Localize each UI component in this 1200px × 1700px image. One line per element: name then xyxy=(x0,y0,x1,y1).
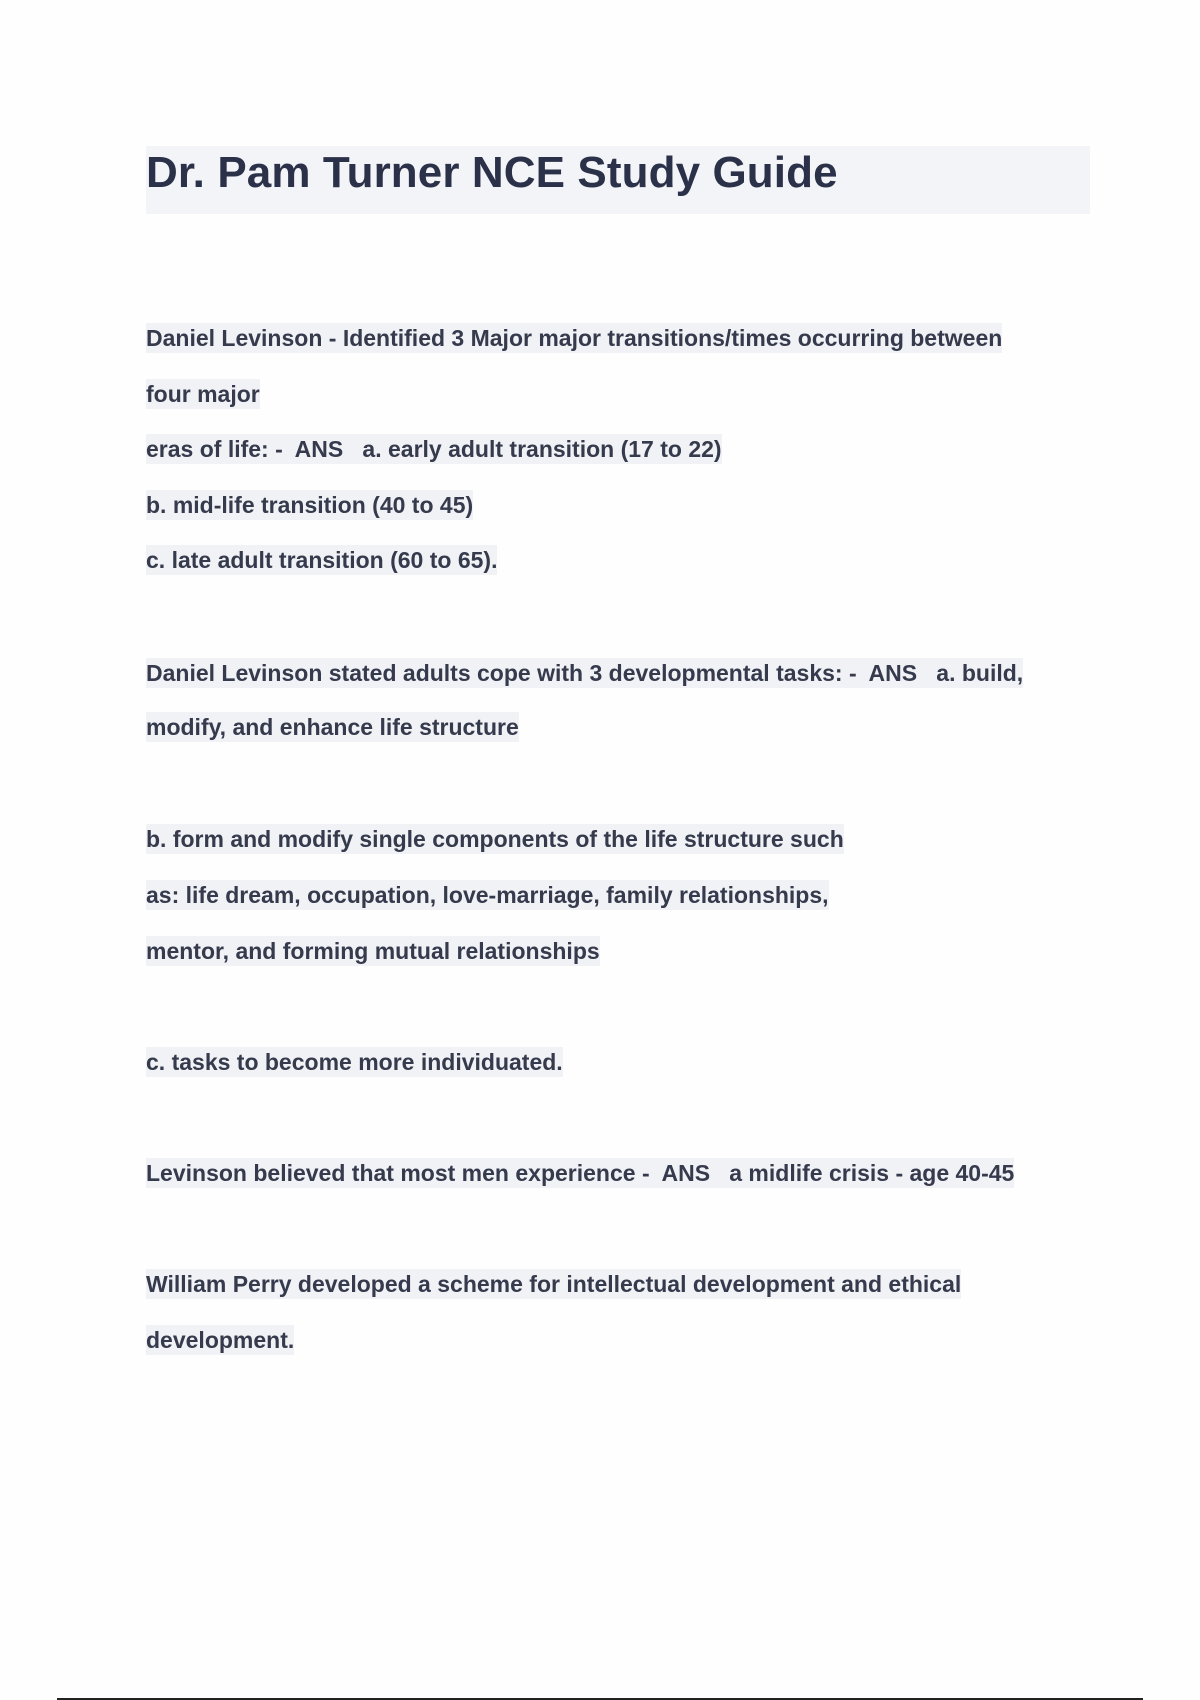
text-line-content: eras of life: - ANS a. early adult transition (17 to 22) xyxy=(146,436,722,462)
text-line xyxy=(146,434,722,464)
text-line xyxy=(146,712,519,742)
text-line xyxy=(146,880,829,910)
text-line-content: four major xyxy=(146,381,260,407)
text-line xyxy=(146,936,600,966)
text-line xyxy=(146,1047,563,1077)
text-line xyxy=(146,824,844,854)
text-line xyxy=(146,490,473,520)
text-line-content: development. xyxy=(146,1327,295,1353)
text-line xyxy=(146,1269,961,1299)
text-line-content: c. late adult transition (60 to 65). xyxy=(146,547,498,573)
text-line-content: Daniel Levinson stated adults cope with 3 developmental tasks: - ANS a. build, xyxy=(146,660,1024,686)
text-line xyxy=(146,545,497,575)
document-title: Dr. Pam Turner NCE Study Guide xyxy=(146,148,838,197)
text-line xyxy=(146,379,260,409)
text-line xyxy=(146,658,1023,688)
text-line-content: Daniel Levinson - Identified 3 Major major transitions/times occurring between xyxy=(146,325,1003,351)
text-line xyxy=(146,323,1002,353)
text-line-content: modify, and enhance life structure xyxy=(146,714,519,740)
text-line xyxy=(146,1325,294,1355)
text-line-content: William Perry developed a scheme for intellectual development and ethical xyxy=(146,1271,962,1297)
text-line-content: b. form and modify single components of the life structure such xyxy=(146,826,844,852)
text-line-content: b. mid-life transition (40 to 45) xyxy=(146,492,474,518)
text-line-content: as: life dream, occupation, love-marriage, family relationships, xyxy=(146,882,829,908)
text-line xyxy=(146,1158,1014,1188)
text-line-content: c. tasks to become more individuated. xyxy=(146,1049,563,1075)
text-line-content: mentor, and forming mutual relationships xyxy=(146,938,600,964)
text-line-content: Levinson believed that most men experience - ANS a midlife crisis - age 40-45 xyxy=(146,1160,1015,1186)
